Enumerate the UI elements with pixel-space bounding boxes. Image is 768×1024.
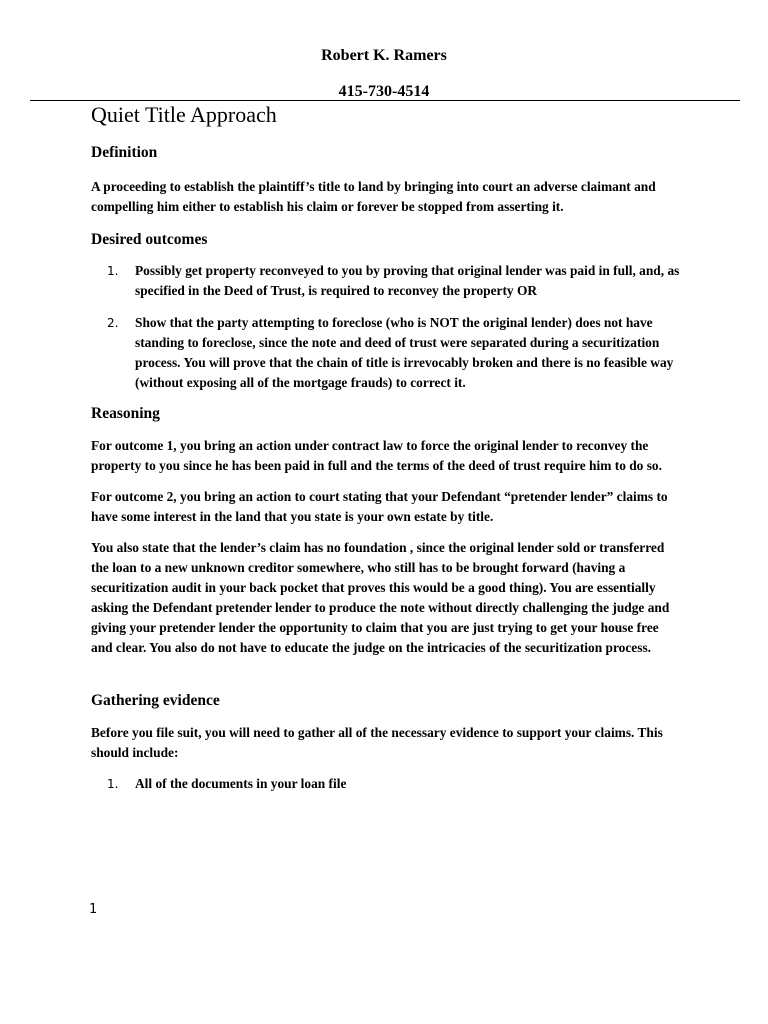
desired-outcomes-list — [91, 261, 681, 393]
list-item-number: 1. — [107, 264, 119, 278]
document-title: Quiet Title Approach — [91, 102, 277, 127]
evidence-list — [91, 774, 681, 794]
header-phone-number: 415-730-4514 — [338, 83, 430, 100]
document-body — [91, 101, 681, 794]
list-item — [91, 313, 681, 393]
section-heading-gathering-evidence: Gathering evidence — [91, 692, 220, 709]
list-item — [91, 774, 681, 794]
section-heading-reasoning: Reasoning — [91, 405, 160, 422]
list-item-number: 1. — [107, 777, 119, 791]
reasoning-paragraph: For outcome 1, you bring an action under contract law to force the original lender to reconvey the property to you since he has been paid in full and the terms of the deed of trust require him to do so. — [91, 438, 662, 473]
list-item-text: Show that the party attempting to foreclose (who is NOT the original lender) does not have standing to foreclose, since the note and deed of trust were separated during a securitization process. You will prove that the chain of title is irrevocably broken and there is no feasible way (without exposing all of the mortgage frauds) to correct it. — [135, 315, 674, 390]
gathering-evidence-paragraph: Before you file suit, you will need to gather all of the necessary evidence to support your claims. This should include: — [91, 725, 663, 760]
definition-paragraph: A proceeding to establish the plaintiff’s title to land by bringing into court an adverse claimant and compelling him either to establish his claim or forever be stopped from asserting it. — [91, 179, 656, 214]
reasoning-paragraph: You also state that the lender’s claim has no foundation , since the original lender sold or transferred the loan to a new unknown creditor somewhere, who still has to be brought forward (having a securitization audit in your back pocket that proves this would be a good thing). You are essentially asking the Defendant pretender lender to produce the note without directly challenging the judge and giving your pretender lender the opportunity to claim that you are just trying to get your house free and clear. You also do not have to educate the judge on the intricacies of the securitization process. — [91, 540, 670, 655]
list-item-number: 2. — [107, 316, 119, 330]
section-heading-desired-outcomes: Desired outcomes — [91, 231, 208, 248]
page-number: 1 — [89, 902, 97, 917]
list-item-text: All of the documents in your loan file — [135, 776, 347, 791]
list-item — [91, 261, 681, 301]
reasoning-paragraph: For outcome 2, you bring an action to court stating that your Defendant “pretender lender” claims to have some interest in the land that you state is your own estate by title. — [91, 489, 668, 524]
section-heading-definition: Definition — [91, 144, 158, 161]
list-item-text: Possibly get property reconveyed to you by proving that original lender was paid in full, and, as specified in the Deed of Trust, is required to reconvey the property OR — [135, 263, 680, 298]
header-author-name: Robert K. Ramers — [321, 47, 447, 64]
